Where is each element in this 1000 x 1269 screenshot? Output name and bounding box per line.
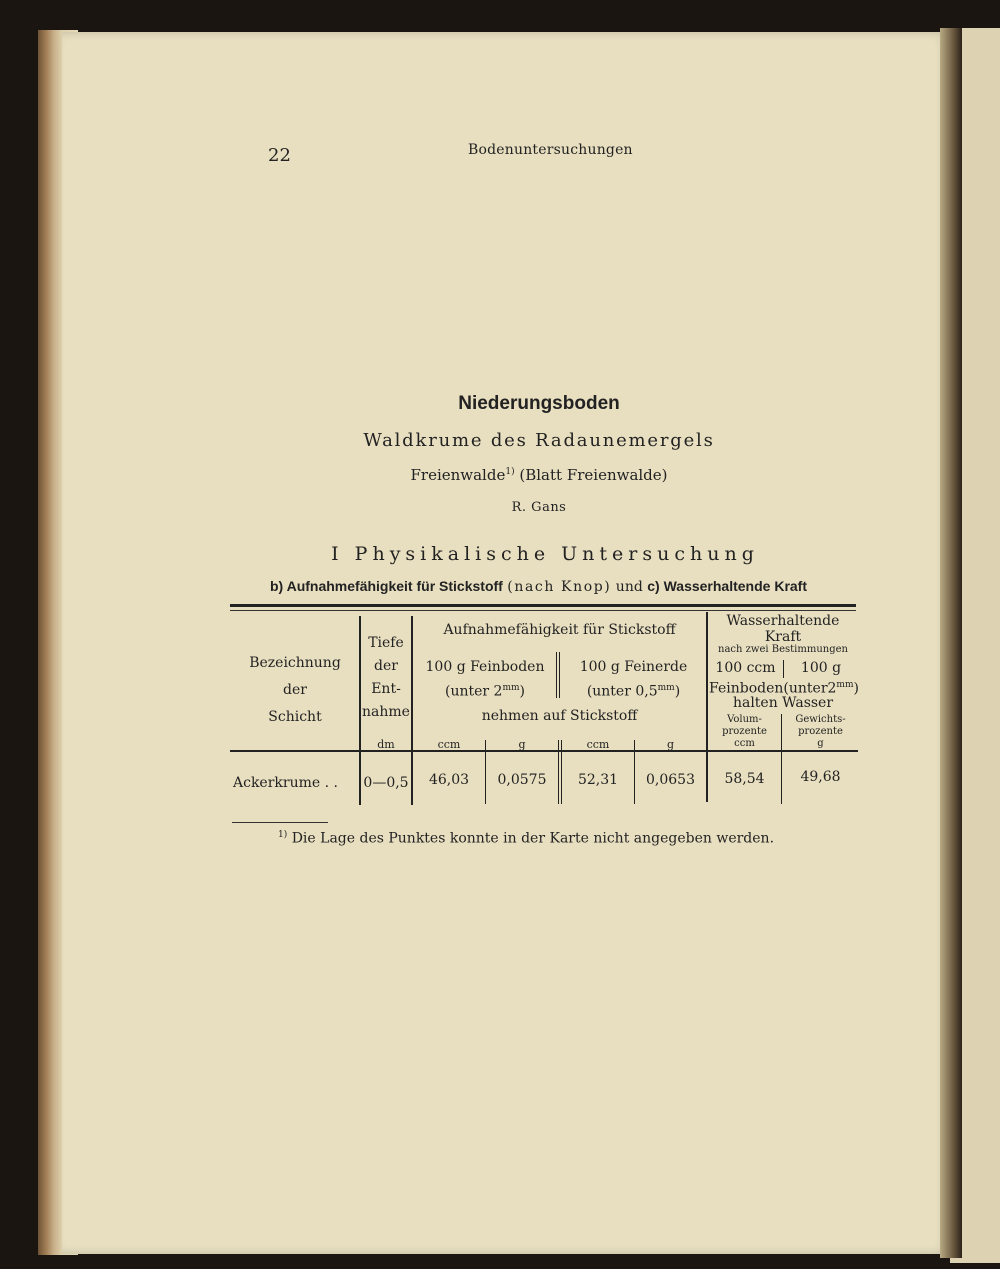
col-rule-feinboden-b (559, 652, 560, 698)
subsection-c: c) Wasserhaltende Kraft (647, 578, 807, 594)
header-volum-2: prozente (722, 726, 767, 737)
header-100ccm: 100 ccm (715, 660, 776, 676)
header-feinerde-2: (unter 0,5 (586, 683, 658, 700)
unit-fe-ccm: ccm (586, 738, 610, 751)
header-gewichts-2: prozente (798, 726, 843, 737)
unit-fb-ccm: ccm (437, 738, 461, 751)
header-nach-zwei: nach zwei Bestimmungen (718, 644, 848, 655)
header-feinerde: 100 g Feinerde (unter $0,5^{mm}$) (561, 657, 706, 703)
footnote (278, 830, 774, 847)
body-rule-2 (558, 752, 559, 804)
header-volum-1: Volum- (727, 714, 762, 725)
page-number: 22 (268, 145, 291, 166)
location-sheet: (Blatt Freienwalde) (519, 466, 668, 484)
unit-tiefe: dm (377, 738, 395, 751)
table-cell-fb-ccm: 46,03 (428, 772, 470, 788)
subsection-method: (nach Knop) (507, 579, 612, 595)
header-tiefe-2: der (374, 658, 398, 674)
table-cell-tiefe: 0—0,5 (363, 775, 409, 791)
header-wasser-2: Kraft (764, 629, 802, 645)
header-halten: halten Wasser (732, 695, 834, 711)
header-bezeichnung-2: der (283, 682, 307, 698)
header-feinboden-1: 100 g Feinboden (425, 659, 545, 675)
header-aufnahme: Aufnahmefähigkeit für Stickstoff (443, 622, 676, 638)
section-heading: I Physikalische Untersuchung (331, 543, 759, 565)
page-title: Niederungsboden (458, 393, 620, 414)
header-bezeichnung-1: Bezeichnung (249, 655, 341, 671)
header-tiefe-4: nahme (362, 704, 410, 720)
body-rule-4 (781, 752, 782, 804)
header-feinboden-unter: $Feinboden(unter2^{mm})$ (709, 680, 859, 697)
running-title: Bodenuntersuchungen (468, 142, 633, 158)
header-nehmen: nehmen auf Stickstoff (481, 708, 638, 724)
unit-mm: mm (836, 680, 854, 690)
table-cell-gew: 49,68 (800, 769, 841, 785)
footnote-mark: 1) (278, 830, 288, 840)
subsection-heading (270, 578, 807, 595)
header-100g: 100 g (800, 660, 842, 676)
table-cell-schicht: Ackerkrume . . (233, 775, 338, 791)
footnote-text: Die Lage des Punktes konnte in der Karte nicht angegeben werden. (291, 830, 775, 847)
header-gewichts-3: g (817, 738, 824, 749)
table-cell-fe-g: 0,0653 (646, 772, 695, 788)
header-tiefe-3: Ent- (371, 681, 401, 697)
header-feinerde-1: 100 g Feinerde (579, 659, 688, 675)
unit-fb-g: g (518, 738, 526, 751)
subsection-b: b) Aufnahmefähigkeit für Stickstoff (270, 578, 503, 594)
header-tiefe (360, 632, 412, 724)
header-fb-unter-1: Feinboden (709, 680, 784, 697)
unit-fe-g: g (666, 738, 675, 751)
table-top-rule-thin (230, 610, 856, 611)
author: R. Gans (511, 500, 567, 515)
location-line (0, 466, 1000, 484)
header-fb-unter-2: (unter2 (783, 680, 837, 697)
subtitle: Waldkrume des Radaunemergels (363, 430, 715, 451)
footnote-ref: 1) (505, 467, 515, 477)
header-bezeichnung-3: Schicht (268, 709, 322, 725)
col-rule-wasser (781, 714, 782, 752)
header-wasser-1: Wasserhaltende (726, 613, 840, 629)
unit-mm: mm (657, 683, 675, 693)
unit-mm: mm (502, 683, 520, 693)
header-gewichts (783, 714, 858, 750)
header-volum (708, 714, 781, 750)
location-name: Freienwalde (410, 466, 506, 484)
table-cell-vol: 58,54 (724, 771, 765, 787)
data-table (230, 600, 858, 805)
header-volum-3: ccm (734, 738, 755, 749)
table-top-rule (230, 604, 856, 607)
header-feinboden-2: (unter 2 (444, 683, 503, 700)
header-feinboden: 100 g Feinboden (unter $2^{mm}$) (413, 657, 557, 703)
footnote-rule (232, 822, 328, 823)
table-cell-fb-g: 0,0575 (497, 772, 547, 788)
header-wasser (708, 613, 858, 645)
header-gewichts-1: Gewichts- (795, 714, 846, 725)
subsection-und: und (615, 579, 643, 595)
header-bezeichnung (230, 650, 360, 731)
table-cell-fe-ccm: 52,31 (577, 772, 619, 788)
book-gutter (940, 28, 962, 1258)
header-tiefe-1: Tiefe (368, 635, 404, 651)
